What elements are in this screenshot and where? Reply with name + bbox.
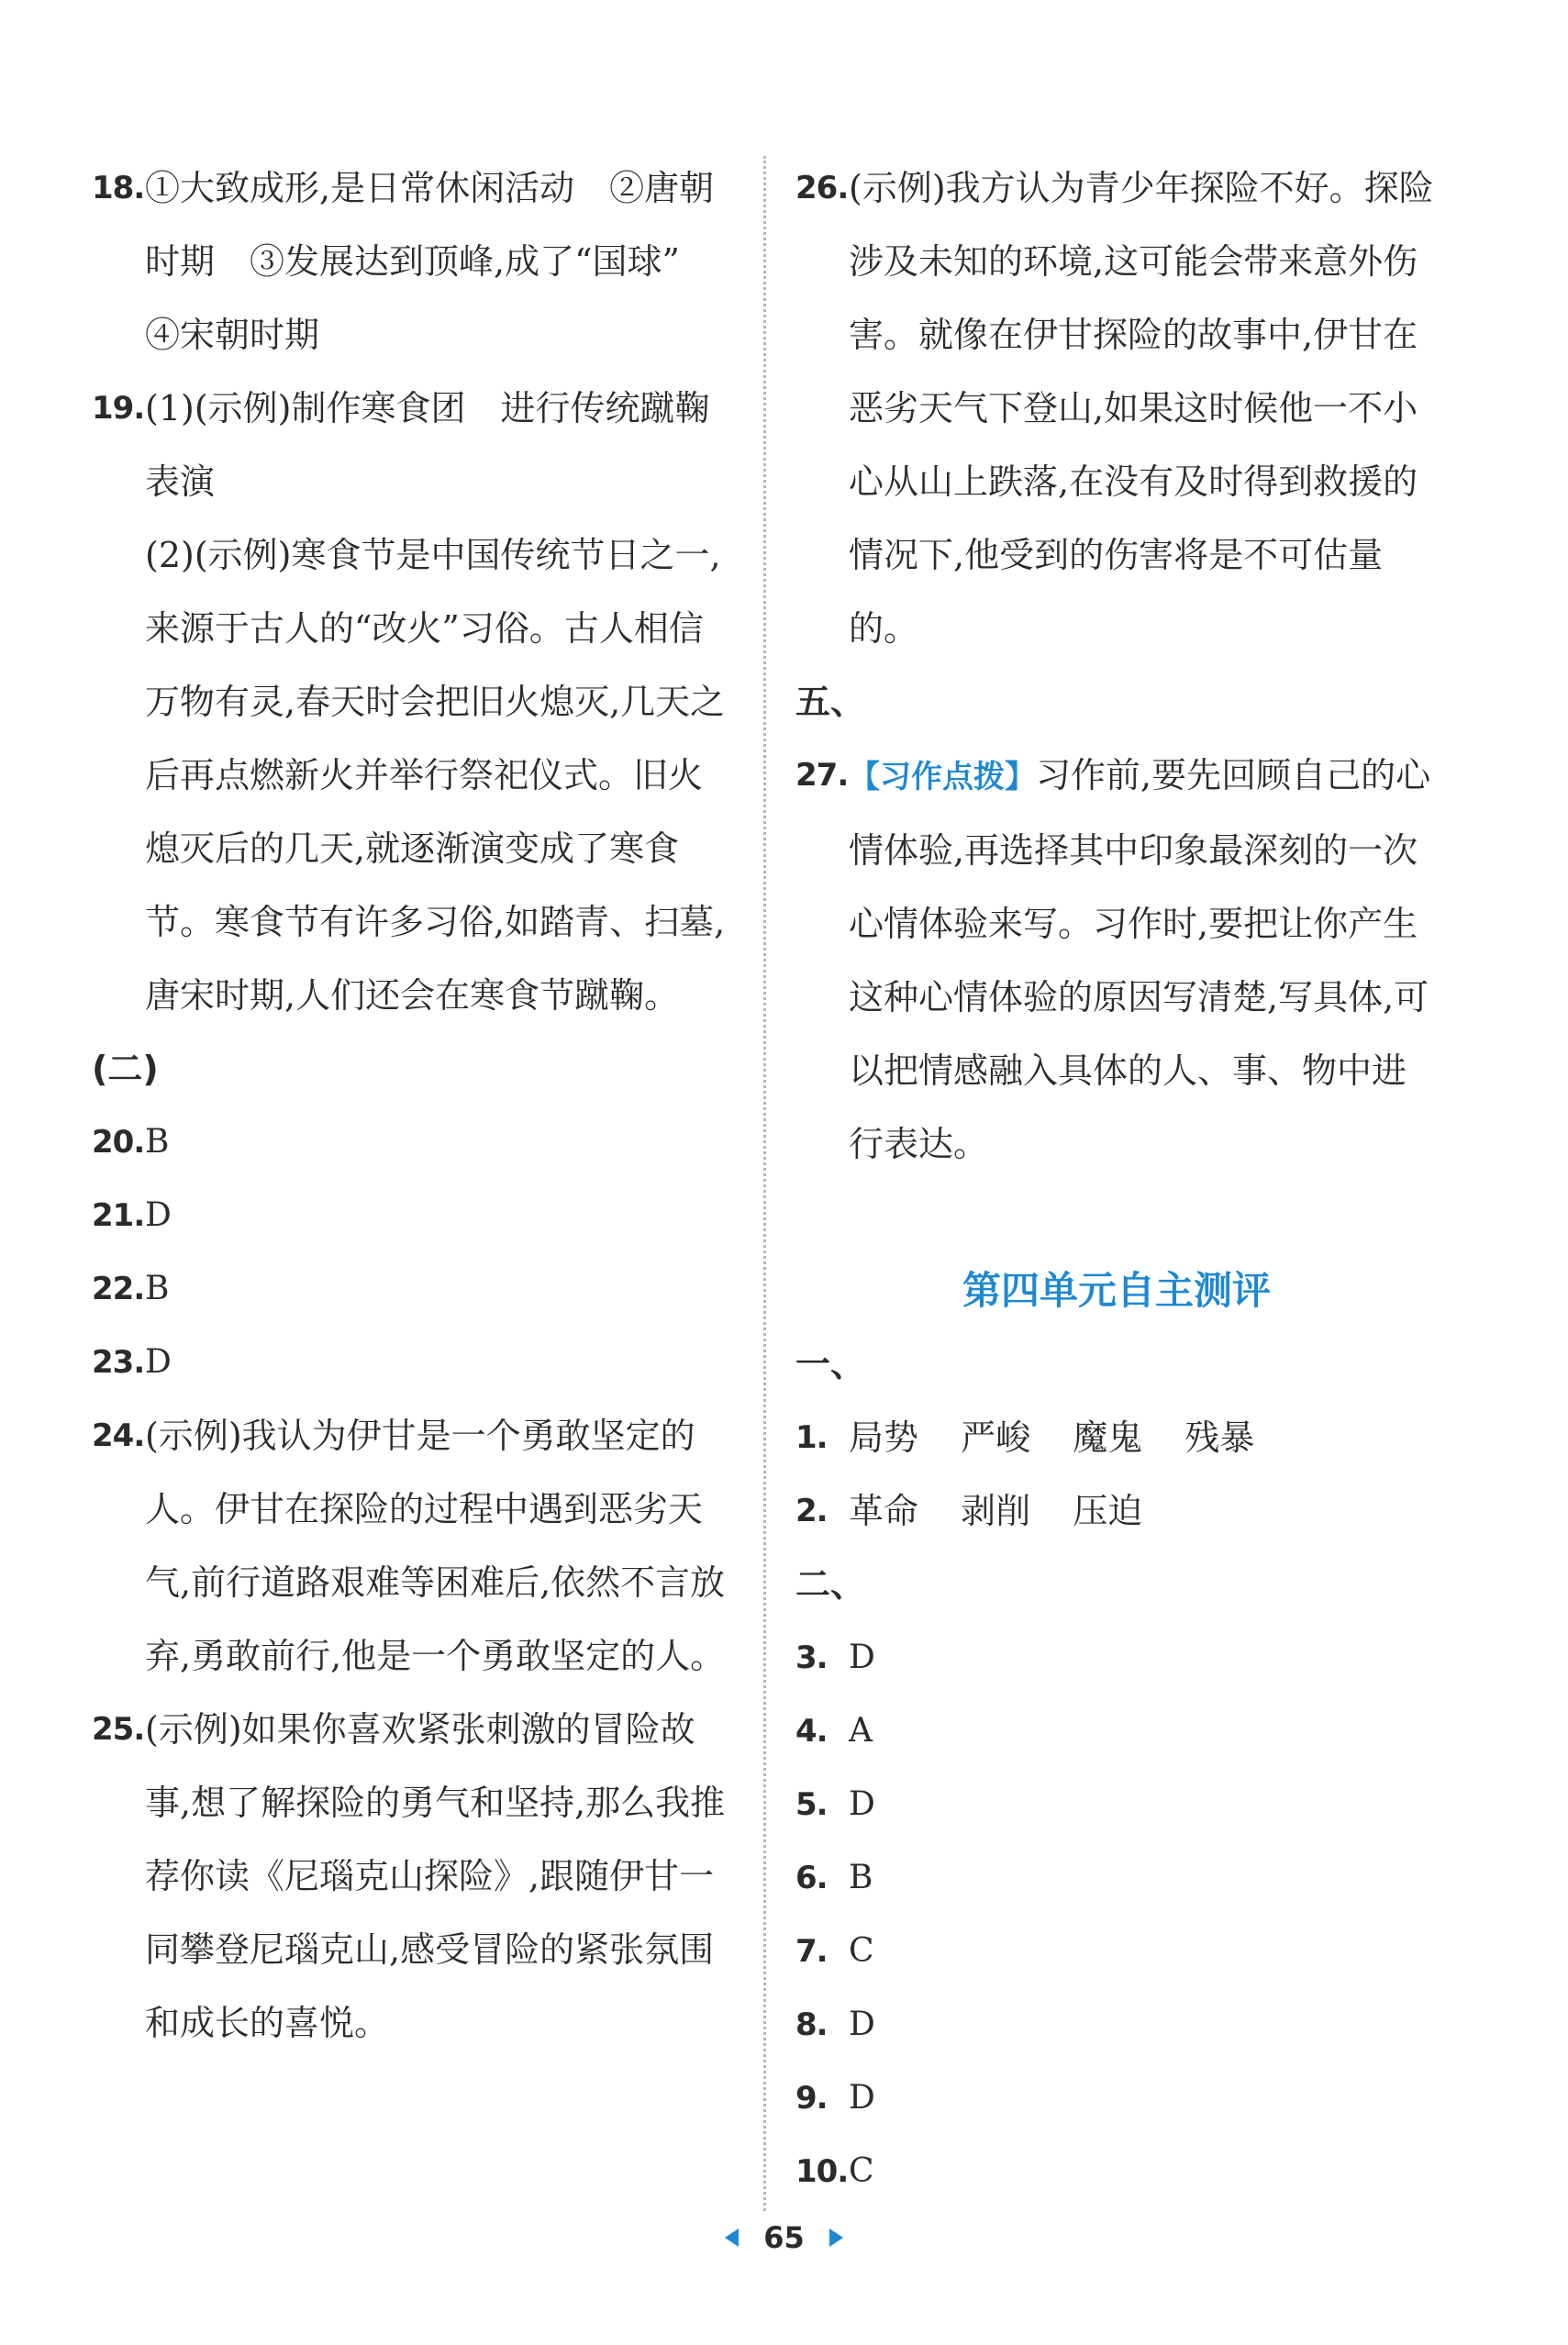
answer-19 [92,372,734,1032]
answer-number: 2. [795,1493,828,1529]
answer-5 [795,1768,1438,1841]
answer-number: 26. [795,170,849,206]
answer-number: 6. [795,1860,828,1896]
page-number: 65 [763,2220,805,2255]
answer-text [849,739,1438,1181]
answer-text: B [145,1123,170,1161]
answer-text: (示例)我认为伊甘是一个勇敢坚定的人。伊甘在探险的过程中遇到恶劣天气,前行道路艰难等困难后,依然不言放弃,勇敢前行,他是一个勇敢坚定的人。 [145,1416,726,1676]
answer-number: 19. [92,390,145,427]
answer-text: C [849,2152,874,2190]
answer-20 [92,1106,734,1179]
answer-text: D [849,2079,875,2117]
answer-text: C [849,1932,874,1970]
answer-7 [795,1915,1438,1988]
answer-text: D [849,1639,875,1676]
word: 剥削 [961,1491,1031,1531]
word: 魔鬼 [1073,1417,1143,1458]
answer-number: 25. [92,1711,145,1748]
writing-tip-tag: 【习作点拨】 [849,759,1036,795]
answer-number: 20. [92,1124,145,1161]
answer-3 [795,1621,1438,1695]
column-divider [763,156,766,2211]
answer-number: 3. [795,1639,828,1676]
answer-text: B [145,1270,170,1307]
answer-23 [92,1326,734,1399]
answer-text: (示例)如果你喜欢紧张刺激的冒险故事,想了解探险的勇气和坚持,那么我推荐你读《尼瑙克山探险》,跟随伊甘一同攀登尼瑙克山,感受冒险的紧张氛围和成长的喜悦。 [145,1709,726,2043]
word: 革命 [849,1491,919,1531]
word: 严峻 [961,1417,1031,1458]
section-heading-1: 一、 [795,1344,866,1384]
answer-number: 21. [92,1197,145,1234]
answer-24 [92,1399,734,1693]
unit-title: 第四单元自主测评 [962,1268,1271,1313]
word: 局势 [849,1417,919,1458]
section-heading-2b: 二、 [795,1564,866,1605]
previous-page-icon [725,2228,739,2247]
answer-number: 23. [92,1344,145,1381]
answer-number: 27. [795,757,849,794]
section-heading-5: 五、 [795,682,866,722]
answer-27 [795,739,1438,1181]
page-footer [0,2220,1568,2255]
answer-25 [92,1693,734,2060]
answer-18 [92,151,734,372]
answer-number: 22. [92,1271,145,1307]
answer-number: 18. [92,170,145,206]
answer-4 [795,1695,1438,1768]
answer-number: 9. [795,2080,828,2117]
answer-10 [795,2135,1438,2208]
answer-text: D [849,1785,875,1823]
answer-8 [795,1988,1438,2062]
answer-text: ①大致成形,是日常休闲活动 ②唐朝时期 ③发展达到顶峰,成了“国球” ④宋朝时期 [145,168,715,355]
answer-number: 7. [795,1933,828,1970]
writing-tip-text: 习作前,要先回顾自己的心情体验,再选择其中印象最深刻的一次心情体验来写。习作时,要把让你产生这种心情体验的原因写清楚,写具体,可以把情感融入具体的人、事、物中进行表达。 [849,755,1431,1164]
answer-text: D [145,1196,172,1234]
answer-number: 5. [795,1786,828,1823]
answer-text: A [849,1712,873,1750]
answer-number: 10. [795,2153,849,2190]
answer-6 [795,1841,1438,1915]
answer-1 [795,1401,1438,1474]
answer-number: 8. [795,2006,828,2043]
answer-26 [795,151,1438,665]
answer-9 [795,2062,1438,2135]
answer-number: 24. [92,1417,145,1454]
word: 压迫 [1073,1491,1143,1531]
answer-text: D [849,2006,875,2043]
right-column [795,151,1438,2208]
answer-number: 4. [795,1713,828,1750]
section-heading-2: (二) [92,1049,159,1089]
next-page-icon [829,2228,843,2247]
answer-text: (示例)我方认为青少年探险不好。探险涉及未知的环境,这可能会带来意外伤害。就像在伊甘探险的故事中,伊甘在恶劣天气下登山,如果这时候他一不小心从山上跌落,在没有及时得到救援的情况下,他受到的伤害将是不可估量的。 [849,168,1434,649]
answer-text: B [849,1859,873,1896]
answer-words [849,1401,1438,1474]
left-column [92,151,734,2060]
word: 残暴 [1184,1417,1255,1458]
answer-text-part-1: (1)(示例)制作寒食团 进行传统蹴鞠表演 [145,388,710,502]
answer-words [849,1474,1438,1548]
answer-number: 1. [795,1419,828,1456]
answer-text-part-2: (2)(示例)寒食节是中国传统节日之一,来源于古人的“改火”习俗。古人相信万物有灵,春天时会把旧火熄灭,几天之后再点燃新火并举行祭祀仪式。旧火熄灭后的几天,就逐渐演变成了寒食节。寒食节有许多习俗,如踏青、扫墓,唐宋时期,人们还会在寒食节蹴鞠。 [145,535,726,1016]
answer-22 [92,1252,734,1326]
answer-2 [795,1474,1438,1548]
answer-21 [92,1179,734,1252]
answer-text: D [145,1343,172,1381]
